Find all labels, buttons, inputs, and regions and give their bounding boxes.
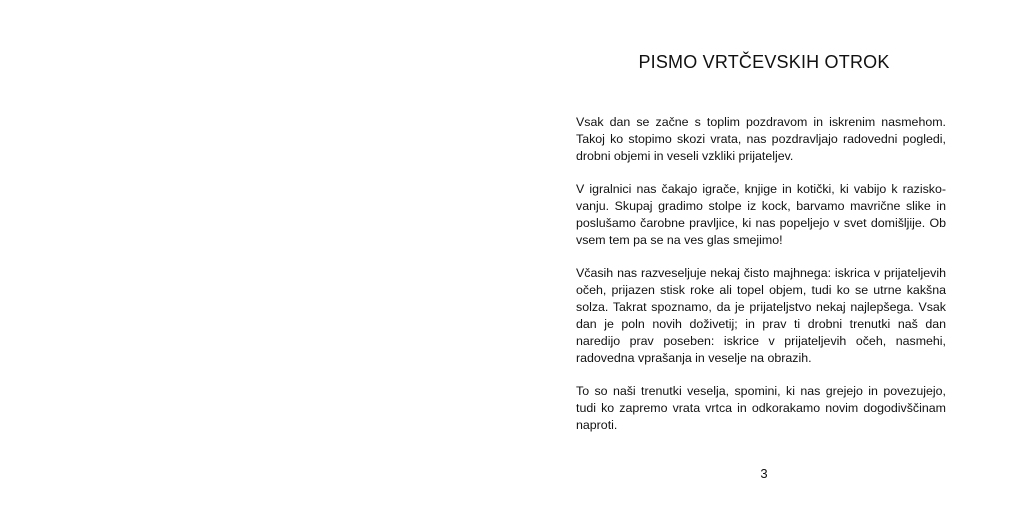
right-page <box>510 0 1021 510</box>
paragraph-3: Včasih nas razveseljuje nekaj čisto majhnega: iskrica v prijateljevih očeh, prijazen stisk roke ali topel objem, tudi ko se utrne kakšna solza. Takrat spoznamo, da je prijateljstvo nekaj najlepšega. Vsak dan je poln novih doživetij; in prav ti drobni trenutki naš dan naredijo prav poseben: iskrice v prijateljevih očeh, nasmehi, radovedna vprašanja in veselje na obrazih. <box>576 266 946 365</box>
paragraph-4: To so naši trenutki veselja, spomini, ki nas grejejo in povezujejo, tudi ko zapremo vrata vrtca in odkorakamo novim dogodivščinam naproti. <box>576 384 946 432</box>
paragraph-2: V igralnici nas čakajo igrače, knjige in kotički, ki vabijo k raziskovanju. Skupaj gradimo stolpe iz kock, barvamo mavrične slike in poslušamo čarobne pravljice, ki nas popeljejo v svet domišljije. Ob vsem tem pa se na ves glas smejimo! <box>576 182 946 247</box>
page-number: 3 <box>760 466 768 481</box>
page-title: PISMO VRTČEVSKIH OTROK <box>638 52 890 72</box>
body-text <box>576 114 946 450</box>
paragraph-1: Vsak dan se začne s toplim pozdravom in iskrenim nasmehom. Takoj ko stopimo skozi vrata, nas pozdravljajo radovedni pogledi, drobni objemi in veseli vzkliki prijateljev. <box>576 115 946 163</box>
blank-left-page <box>0 0 510 510</box>
